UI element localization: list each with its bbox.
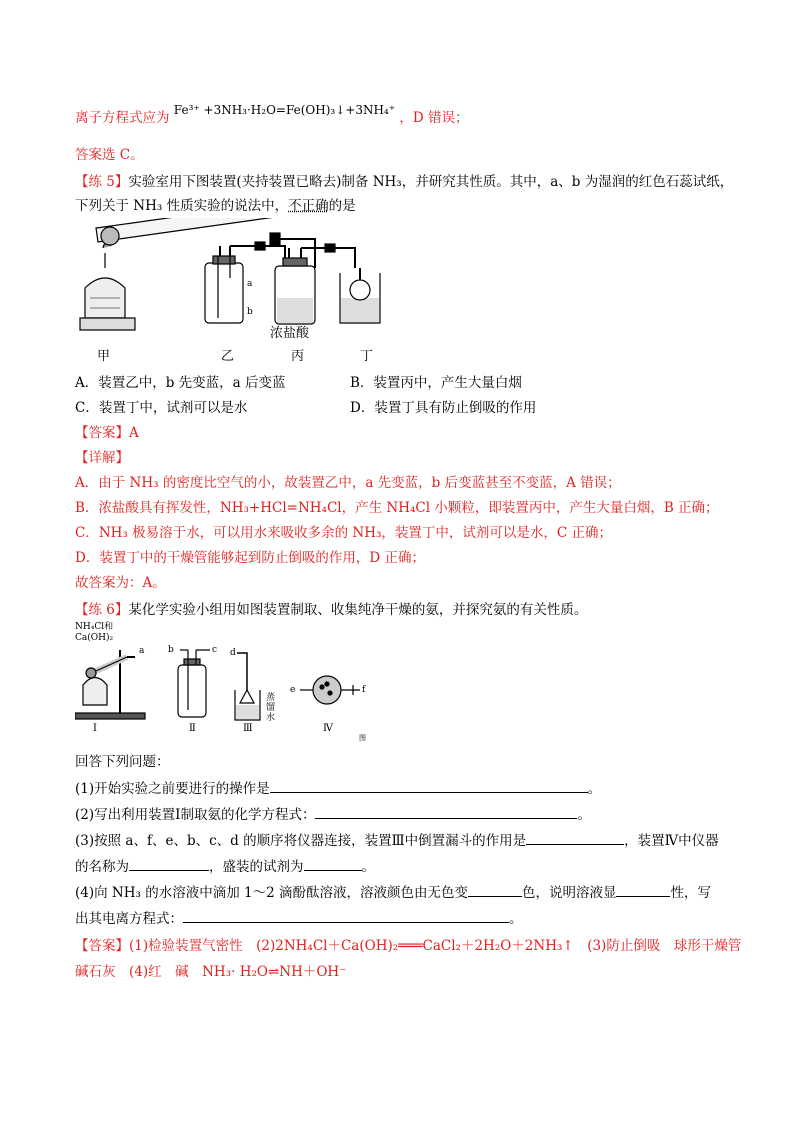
q5-emph: 不正确: [288, 198, 329, 214]
q3-blank-3[interactable]: [304, 856, 362, 871]
fig-roman-4: Ⅳ: [323, 723, 333, 734]
fig-letter-e: e: [290, 685, 296, 695]
q3-blank-1[interactable]: [526, 830, 624, 845]
q6-q4-line2: [75, 908, 523, 929]
q1-period: 。: [587, 781, 602, 797]
ionic-equation: Fe³⁺ +3NH₃·H₂O=Fe(OH)₃↓+3NH₄⁺: [173, 103, 396, 117]
q4-blank-2[interactable]: [616, 882, 670, 897]
q4-text-d: 出其电离方程式：: [75, 911, 183, 927]
answer-value: A: [129, 425, 139, 441]
line-prefix: 离子方程式应为: [75, 110, 170, 126]
q6-stem-line: [75, 600, 587, 620]
q4-text-a: (4)向 NH₃ 的水溶液中滴加 1～2 滴酚酞溶液，溶液颜色由无色变: [75, 885, 468, 901]
answer-tag: 【答案】: [75, 425, 129, 441]
q6-prompt: 回答下列问题：: [75, 754, 170, 770]
label-ding: 丁: [360, 349, 374, 364]
q5-stem-line2: [75, 196, 356, 216]
label-bing: 丙: [291, 349, 305, 364]
fig-letter-b: b: [168, 645, 174, 655]
q5-conclusion: 故答案为：A。: [75, 575, 166, 591]
reagent-line1: NH₄Cl和: [75, 622, 114, 632]
fig-roman-2: Ⅱ: [189, 723, 196, 734]
q6-stem: 某化学实验小组用如图装置制取、收集纯净干燥的氨，并探究氨的有关性质。: [128, 602, 588, 618]
detail-d: D．装置丁中的干燥管能够起到防止倒吸的作用，D 正确；: [75, 550, 425, 566]
q4-text-b: 色，说明溶液显: [521, 885, 617, 901]
q6-tag: 【练 6】: [75, 602, 129, 618]
fig-letter-c: c: [212, 645, 218, 655]
q5-stem-line1: [75, 172, 733, 192]
option-c: C．装置丁中，试剂可以是水: [75, 400, 248, 416]
apparatus-4: [300, 676, 360, 704]
q6-q4-line1: [75, 882, 711, 903]
fig-letter-a: a: [139, 646, 145, 656]
reagent-line2: Ca(OH)₂: [75, 633, 114, 643]
line-suffix: ，D 错误；: [399, 110, 469, 126]
q5-apparatus-figure: [75, 218, 395, 338]
apparatus-2: [178, 650, 210, 717]
option-b: B．装置丙中，产生大量白烟: [350, 375, 522, 391]
q6-q2: [75, 804, 591, 825]
paper-a-label: a: [247, 279, 253, 289]
q3-text-b: ，装置Ⅳ中仪器: [624, 833, 719, 849]
fig-water-label: 蒸馏水: [266, 693, 276, 723]
q6-answer-tag: 【答案】: [75, 938, 129, 954]
paper-b-label: b: [247, 307, 253, 317]
detail-tag: 【详解】: [75, 450, 129, 466]
fig-roman-3: Ⅲ: [243, 723, 253, 734]
acid-label: 浓盐酸: [270, 326, 310, 341]
detail-b: B．浓盐酸具有挥发性，NH₃+HCl=NH₄Cl，产生 NH₄Cl 小颗粒，即装置丙中，产生大量白烟，B 正确；: [75, 500, 719, 516]
apparatus-3: [235, 653, 260, 720]
q4-text-c: 性，写: [670, 885, 711, 901]
q4-blank-3[interactable]: [183, 908, 509, 923]
q2-text: (2)写出利用装置Ⅰ制取氨的化学方程式：: [75, 807, 316, 823]
q1-text: (1)开始实验之前要进行的操作是: [75, 781, 270, 797]
q3-text-a: (3)按照 a、f、e、b、c、d 的顺序将仪器连接，装置Ⅲ中倒置漏斗的作用是: [75, 833, 527, 849]
q1-blank[interactable]: [270, 778, 588, 793]
q3-text-d: ，盛装的试剂为: [209, 859, 304, 875]
q4-period: 。: [509, 911, 523, 927]
q5-answer: [75, 423, 139, 443]
q2-blank[interactable]: [315, 804, 577, 819]
q5-stem2b: 的是: [328, 198, 356, 214]
apparatus-ding: [340, 268, 380, 323]
detail-c: C．NH₃ 极易溶于水，可以用水来吸收多余的 NH₃，装置丁中，试剂可以是水，C 正确；: [75, 525, 613, 541]
fig-mark: 图: [359, 734, 366, 742]
answer-c: 答案选 C。: [75, 147, 144, 163]
label-jia: 甲: [97, 349, 111, 364]
q6-answer-line1: [75, 936, 741, 956]
q2-period: 。: [577, 807, 591, 823]
q5-stem2a: 下列关于 NH₃ 性质实验的说法中，: [75, 198, 289, 214]
q6-answer-text1: (1)检验装置气密性 (2)2NH₄Cl＋Ca(OH)₂═══CaCl₂＋2H₂O＋2NH₃↑ (3)防止倒吸 球形干燥管: [129, 938, 742, 954]
apparatus-1: [75, 650, 145, 719]
ionic-equation-line: [75, 103, 469, 128]
q6-q3-line1: [75, 830, 719, 851]
fig-letter-d: d: [230, 648, 236, 658]
fig-letter-f: f: [362, 685, 366, 695]
reagent-label: [75, 622, 113, 644]
detail-a: A．由于 NH₃ 的密度比空气的小，故装置乙中，a 先变蓝，b 后变蓝甚至不变蓝，A 错误；: [75, 475, 621, 491]
q3-text-c: 的名称为: [75, 859, 129, 875]
apparatus-yi: [205, 242, 285, 323]
q5-tag: 【练 5】: [75, 174, 129, 190]
q3-period: 。: [361, 859, 375, 875]
q6-q3-line2: [75, 856, 375, 877]
q4-blank-1[interactable]: [468, 882, 522, 897]
option-d: D．装置丁具有防止倒吸的作用: [350, 400, 537, 416]
q3-blank-2[interactable]: [129, 856, 209, 871]
fig-roman-1: Ⅰ: [93, 723, 97, 734]
q5-stem1: 实验室用下图装置(夹持装置已略去)制备 NH₃，并研究其性质。其中，a、b 为湿润的红色石蕊试纸，: [128, 174, 734, 190]
label-yi: 乙: [221, 349, 235, 364]
option-a: A．装置乙中，b 先变蓝，a 后变蓝: [75, 375, 286, 391]
q6-answer-line2: 碱石灰 (4)红 碱 NH₃· H₂O⇌NH＋OH⁻: [75, 964, 347, 980]
q6-q1: [75, 778, 601, 799]
